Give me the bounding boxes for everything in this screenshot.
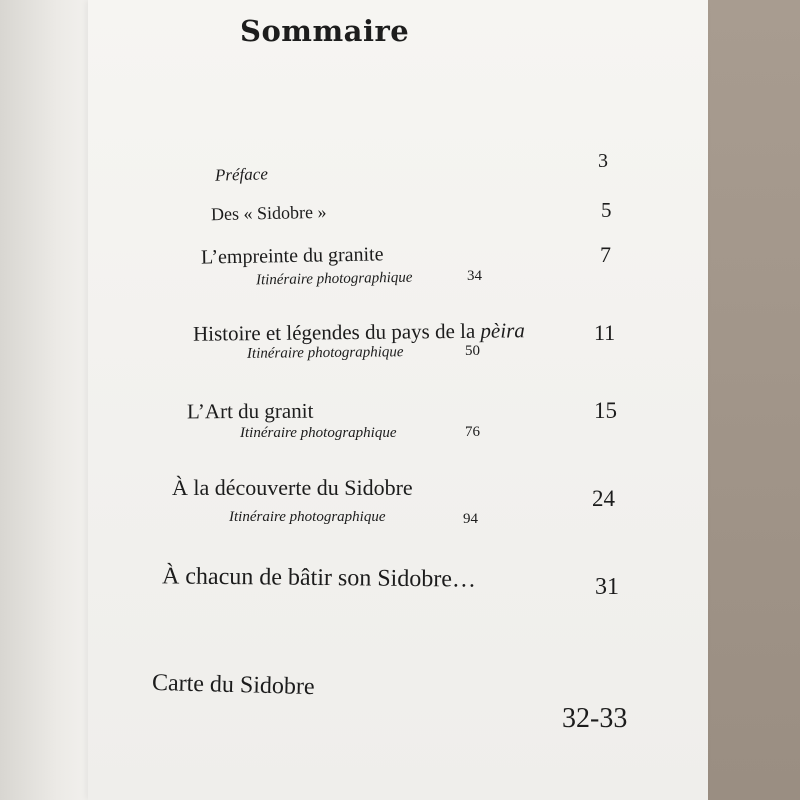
toc-subentry-page: 94 — [463, 511, 478, 527]
toc-subentry-label: Itinéraire photographique — [240, 425, 397, 441]
toc-subentry-label: Itinéraire photographique — [229, 509, 386, 525]
toc-entry-page: 5 — [601, 198, 612, 222]
toc-entry-label: Préface — [214, 164, 269, 185]
toc-subentry-label: Itinéraire photographique — [246, 344, 404, 362]
toc-entry-page: 11 — [594, 320, 616, 345]
toc-subentry-page: 34 — [467, 268, 482, 284]
toc-entry-page: 3 — [598, 150, 608, 172]
toc-entry-page: 32-33 — [562, 703, 628, 734]
toc-subentry-label: Itinéraire photographique — [255, 269, 413, 289]
page-title: Sommaire — [240, 14, 410, 48]
toc-entry-page: 15 — [594, 398, 617, 423]
toc-entry-page: 24 — [592, 486, 615, 511]
toc-entry-label: Carte du Sidobre — [151, 669, 315, 701]
toc-entry-label-text: Histoire et légendes du pays de la — [192, 318, 481, 346]
toc-entry-label: L’empreinte du granite — [200, 243, 384, 269]
background-right — [708, 0, 800, 800]
toc-entry-label: À la découverte du Sidobre — [172, 475, 413, 500]
toc-entry-label-italic: pèira — [480, 318, 525, 343]
toc-subentry-page: 76 — [465, 424, 480, 440]
toc-entry-label: À chacun de bâtir son Sidobre… — [161, 563, 477, 593]
page-edge-left — [0, 0, 96, 800]
toc-subentry-page: 50 — [465, 343, 480, 359]
toc-entry-page: 7 — [600, 242, 611, 267]
toc-entry-page: 31 — [595, 574, 619, 600]
toc-entry-label: Des « Sidobre » — [210, 201, 327, 225]
toc-entry-label: L’Art du granit — [186, 398, 314, 424]
